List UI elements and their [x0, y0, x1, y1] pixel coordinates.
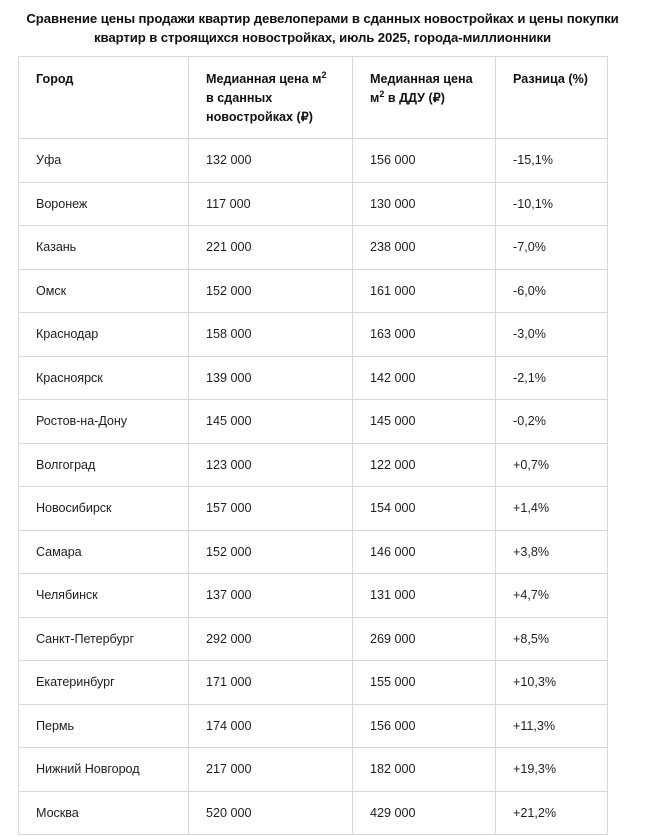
- difference-cell: -6,0%: [496, 269, 608, 313]
- column-header-ready-price-pre: Медианная цена м: [206, 72, 322, 86]
- difference-cell: +21,2%: [496, 791, 608, 835]
- ready-price-cell: 217 000: [189, 748, 353, 792]
- column-header-ready-price[interactable]: [189, 57, 353, 139]
- city-name-cell: Ростов-на-Дону: [19, 400, 189, 444]
- ready-price-cell: 157 000: [189, 487, 353, 531]
- city-name-cell: Уфа: [19, 139, 189, 183]
- difference-cell: +10,3%: [496, 661, 608, 705]
- ddu-price-cell: 145 000: [353, 400, 496, 444]
- city-name-cell: Екатеринбург: [19, 661, 189, 705]
- table-row: [19, 356, 608, 400]
- table-row: [19, 400, 608, 444]
- ready-price-cell: 117 000: [189, 182, 353, 226]
- ready-price-cell: 132 000: [189, 139, 353, 183]
- ready-price-cell: 123 000: [189, 443, 353, 487]
- column-header-ddu-price-post: в ДДУ (₽): [384, 91, 445, 105]
- ready-price-cell: 174 000: [189, 704, 353, 748]
- difference-cell: +3,8%: [496, 530, 608, 574]
- city-name-cell: Красноярск: [19, 356, 189, 400]
- difference-cell: -15,1%: [496, 139, 608, 183]
- table-row: [19, 269, 608, 313]
- city-name-cell: Омск: [19, 269, 189, 313]
- ddu-price-cell: 155 000: [353, 661, 496, 705]
- table-header-row: [19, 57, 608, 139]
- city-name-cell: Самара: [19, 530, 189, 574]
- ddu-price-cell: 163 000: [353, 313, 496, 357]
- table-row: [19, 530, 608, 574]
- ddu-price-cell: 130 000: [353, 182, 496, 226]
- ready-price-cell: 221 000: [189, 226, 353, 270]
- city-name-cell: Новосибирск: [19, 487, 189, 531]
- comparison-table: [18, 56, 608, 835]
- difference-cell: +4,7%: [496, 574, 608, 618]
- table-row: [19, 443, 608, 487]
- ddu-price-cell: 122 000: [353, 443, 496, 487]
- ready-price-cell: 145 000: [189, 400, 353, 444]
- city-name-cell: Челябинск: [19, 574, 189, 618]
- square-superscript: 2: [321, 69, 327, 80]
- ready-price-cell: 158 000: [189, 313, 353, 357]
- table-row: [19, 313, 608, 357]
- difference-cell: +0,7%: [496, 443, 608, 487]
- ready-price-cell: 152 000: [189, 530, 353, 574]
- city-name-cell: Санкт-Петербург: [19, 617, 189, 661]
- ddu-price-cell: 182 000: [353, 748, 496, 792]
- difference-cell: +19,3%: [496, 748, 608, 792]
- column-header-ready-price-post: в сданных новостройках (₽): [206, 91, 313, 124]
- difference-cell: -0,2%: [496, 400, 608, 444]
- city-name-cell: Воронеж: [19, 182, 189, 226]
- difference-cell: +11,3%: [496, 704, 608, 748]
- ready-price-cell: 152 000: [189, 269, 353, 313]
- table-row: [19, 617, 608, 661]
- city-name-cell: Москва: [19, 791, 189, 835]
- ddu-price-cell: 156 000: [353, 704, 496, 748]
- difference-cell: -10,1%: [496, 182, 608, 226]
- ddu-price-cell: 161 000: [353, 269, 496, 313]
- table-body: [19, 139, 608, 835]
- ddu-price-cell: 154 000: [353, 487, 496, 531]
- table-row: [19, 226, 608, 270]
- table-row: [19, 791, 608, 835]
- ddu-price-cell: 269 000: [353, 617, 496, 661]
- difference-cell: -3,0%: [496, 313, 608, 357]
- column-header-ddu-price[interactable]: [353, 57, 496, 139]
- ddu-price-cell: 156 000: [353, 139, 496, 183]
- table-row: [19, 704, 608, 748]
- ready-price-cell: 292 000: [189, 617, 353, 661]
- square-superscript: 2: [379, 88, 385, 99]
- table-row: [19, 574, 608, 618]
- ready-price-cell: 171 000: [189, 661, 353, 705]
- ready-price-cell: 520 000: [189, 791, 353, 835]
- city-name-cell: Казань: [19, 226, 189, 270]
- table-row: [19, 182, 608, 226]
- table-header: [19, 57, 608, 139]
- column-header-city[interactable]: Город: [19, 57, 189, 139]
- table-row: [19, 748, 608, 792]
- ddu-price-cell: 142 000: [353, 356, 496, 400]
- difference-cell: -2,1%: [496, 356, 608, 400]
- column-header-difference[interactable]: Разница (%): [496, 57, 608, 139]
- city-name-cell: Краснодар: [19, 313, 189, 357]
- city-name-cell: Нижний Новгород: [19, 748, 189, 792]
- column-header-ddu-price-pre: Медианная цена м: [370, 72, 473, 105]
- comparison-table-container: [18, 56, 607, 835]
- ddu-price-cell: 429 000: [353, 791, 496, 835]
- difference-cell: -7,0%: [496, 226, 608, 270]
- city-name-cell: Пермь: [19, 704, 189, 748]
- table-row: [19, 139, 608, 183]
- difference-cell: +8,5%: [496, 617, 608, 661]
- ready-price-cell: 137 000: [189, 574, 353, 618]
- city-name-cell: Волгоград: [19, 443, 189, 487]
- ready-price-cell: 139 000: [189, 356, 353, 400]
- ddu-price-cell: 238 000: [353, 226, 496, 270]
- table-row: [19, 487, 608, 531]
- page-title: Сравнение цены продажи квартир девелоперами в сданных новостройках и цены покупки квартир в строящихся новостройках, июль 2025, города-миллионники: [26, 11, 619, 45]
- difference-cell: +1,4%: [496, 487, 608, 531]
- ddu-price-cell: 131 000: [353, 574, 496, 618]
- ddu-price-cell: 146 000: [353, 530, 496, 574]
- table-row: [19, 661, 608, 705]
